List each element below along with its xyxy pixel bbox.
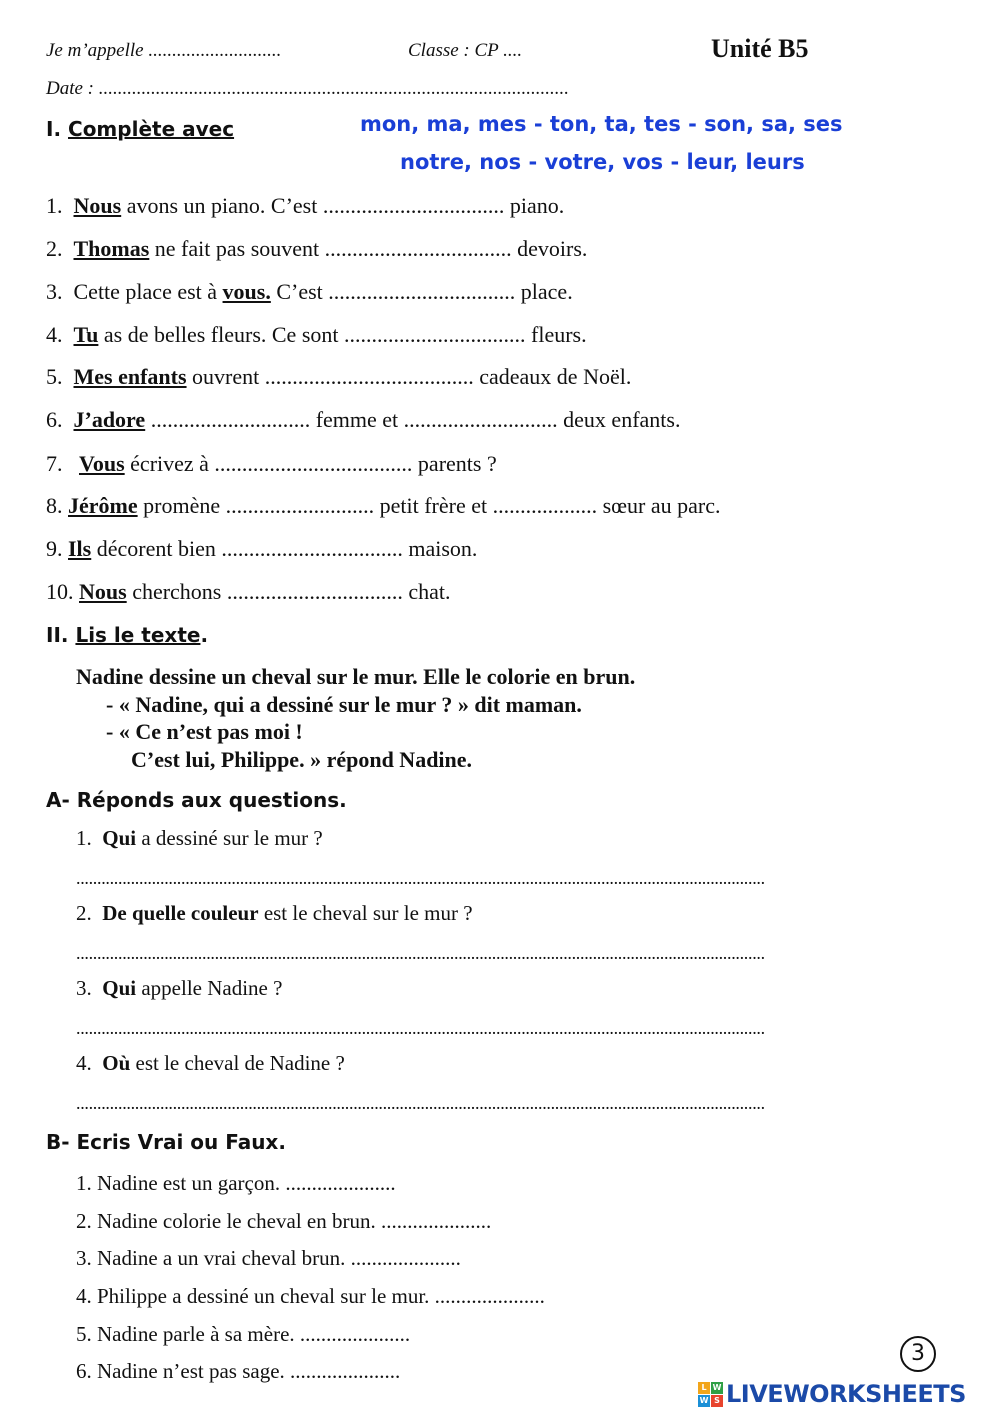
logo-tile: L	[698, 1382, 710, 1394]
question-number: 1.	[76, 826, 92, 850]
question-text: a dessiné sur le mur ?	[136, 826, 323, 850]
question-number: 2.	[76, 901, 92, 925]
exercise-text: écrivez à .................................... parents ?	[124, 451, 497, 476]
question-number: 3.	[76, 976, 92, 1000]
exercise-subject: Nous	[79, 579, 127, 604]
exercise-10	[46, 579, 451, 605]
exercise-subject: Nous	[73, 193, 122, 218]
exercise-text: décorent bien ................................. maison.	[91, 536, 478, 561]
exercise-2	[46, 236, 587, 262]
question-text: appelle Nadine ?	[136, 976, 283, 1000]
true-false-item-5[interactable]: 5. Nadine parle à sa mère. .....................	[76, 1322, 411, 1346]
true-false-item-1[interactable]: 1. Nadine est un garçon. .....................	[76, 1171, 396, 1195]
reading-text-line-3: - « Ce n’est pas moi !	[106, 719, 303, 744]
reading-text-line-2: - « Nadine, qui a dessiné sur le mur ? » dit maman.	[106, 692, 582, 717]
exercise-text: ............................. femme et ............................ deux enfants.	[145, 407, 681, 432]
exercise-text: cherchons ................................ chat.	[126, 579, 451, 604]
page-number-badge: 3	[900, 1336, 936, 1372]
exercise-number: 10.	[46, 579, 74, 604]
exercise-6	[46, 407, 680, 433]
question-1	[76, 826, 323, 851]
exercise-text: as de belles fleurs. Ce sont ................................. fleurs.	[98, 322, 587, 347]
exercise-number: 1.	[46, 193, 63, 218]
logo-tile: S	[711, 1395, 723, 1407]
possessive-words-line-2: notre, nos - votre, vos - leur, leurs	[400, 150, 805, 174]
answer-line-1[interactable]: ....................................................................................................................................................................	[76, 868, 765, 888]
exercise-number: 2.	[46, 236, 63, 261]
section-1-number: I.	[46, 117, 62, 141]
true-false-item-3[interactable]: 3. Nadine a un vrai cheval brun. .....................	[76, 1246, 461, 1270]
question-text: est le cheval de Nadine ?	[130, 1051, 345, 1075]
section-2-title: Lis le texte	[75, 623, 201, 647]
name-field-label: Je m’appelle ............................	[46, 40, 282, 61]
section-2-period: .	[200, 623, 209, 647]
question-text: est le cheval sur le mur ?	[258, 901, 473, 925]
exercise-subject: Tu	[73, 322, 99, 347]
exercise-subject: Thomas	[73, 236, 150, 261]
section-2-heading	[46, 623, 208, 647]
exercise-number: 5.	[46, 364, 63, 389]
question-keyword: Qui	[102, 826, 137, 850]
exercise-7	[46, 451, 497, 477]
exercise-number: 8.	[46, 493, 63, 518]
exercise-text: promène ........................... petit frère et ................... sœur au parc.	[137, 493, 721, 518]
exercise-subject: Jérôme	[68, 493, 138, 518]
exercise-9	[46, 536, 477, 562]
answer-line-2[interactable]: ....................................................................................................................................................................	[76, 943, 765, 963]
section-b-heading: B- Ecris Vrai ou Faux.	[46, 1130, 286, 1154]
question-4	[76, 1051, 345, 1076]
exercise-4	[46, 322, 587, 348]
exercise-text: avons un piano. C’est ................................. piano.	[121, 193, 565, 218]
exercise-number: 9.	[46, 536, 63, 561]
question-keyword: De quelle couleur	[102, 901, 259, 925]
logo-tile: W	[712, 1382, 722, 1392]
class-field-label: Classe : CP ....	[408, 40, 523, 61]
exercise-1	[46, 193, 564, 219]
question-keyword: Où	[102, 1051, 131, 1075]
exercise-subject: Mes enfants	[73, 364, 187, 389]
unit-title: Unité B5	[711, 34, 809, 63]
liveworksheets-logo-icon	[698, 1382, 723, 1407]
exercise-subject: vous.	[222, 279, 271, 304]
reading-text-line-4: C’est lui, Philippe. » répond Nadine.	[131, 747, 473, 772]
liveworksheets-logo-text: LIVEWORKSHEETS	[726, 1380, 966, 1408]
section-a-heading: A- Réponds aux questions.	[46, 788, 347, 812]
exercise-8	[46, 493, 720, 519]
exercise-text: ne fait pas souvent .................................. devoirs.	[149, 236, 588, 261]
exercise-text: C’est .................................. place.	[270, 279, 573, 304]
answer-line-3[interactable]: ....................................................................................................................................................................	[76, 1018, 765, 1038]
exercise-5	[46, 364, 631, 390]
exercise-number: 3.	[46, 279, 63, 304]
exercise-number: 6.	[46, 407, 63, 432]
exercise-text: ouvrent ...................................... cadeaux de Noël.	[186, 364, 632, 389]
true-false-item-2[interactable]: 2. Nadine colorie le cheval en brun. .....................	[76, 1209, 492, 1233]
liveworksheets-logo[interactable]	[698, 1380, 966, 1408]
exercise-number: 7.	[46, 451, 63, 476]
question-number: 4.	[76, 1051, 92, 1075]
section-1-heading	[46, 117, 234, 141]
exercise-3	[46, 279, 573, 305]
question-keyword: Qui	[102, 976, 137, 1000]
reading-text-line-1: Nadine dessine un cheval sur le mur. Elle le colorie en brun.	[76, 664, 636, 689]
exercise-text-prefix: Cette place est à	[73, 279, 223, 304]
exercise-subject: J’adore	[73, 407, 146, 432]
question-3	[76, 976, 282, 1001]
date-field-label: Date : ...................................................................................................	[46, 78, 570, 99]
section-2-number: II.	[46, 623, 69, 647]
true-false-item-4[interactable]: 4. Philippe a dessiné un cheval sur le mur. .....................	[76, 1284, 545, 1308]
exercise-subject: Ils	[68, 536, 92, 561]
exercise-number: 4.	[46, 322, 63, 347]
question-2	[76, 901, 473, 926]
possessive-words-line-1: mon, ma, mes - ton, ta, tes - son, sa, ses	[360, 112, 843, 136]
answer-line-4[interactable]: ....................................................................................................................................................................	[76, 1093, 765, 1113]
exercise-subject: Vous	[79, 451, 125, 476]
true-false-item-6[interactable]: 6. Nadine n’est pas sage. .....................	[76, 1359, 401, 1383]
section-1-title: Complète avec	[68, 117, 235, 141]
logo-tile: W	[699, 1395, 709, 1405]
